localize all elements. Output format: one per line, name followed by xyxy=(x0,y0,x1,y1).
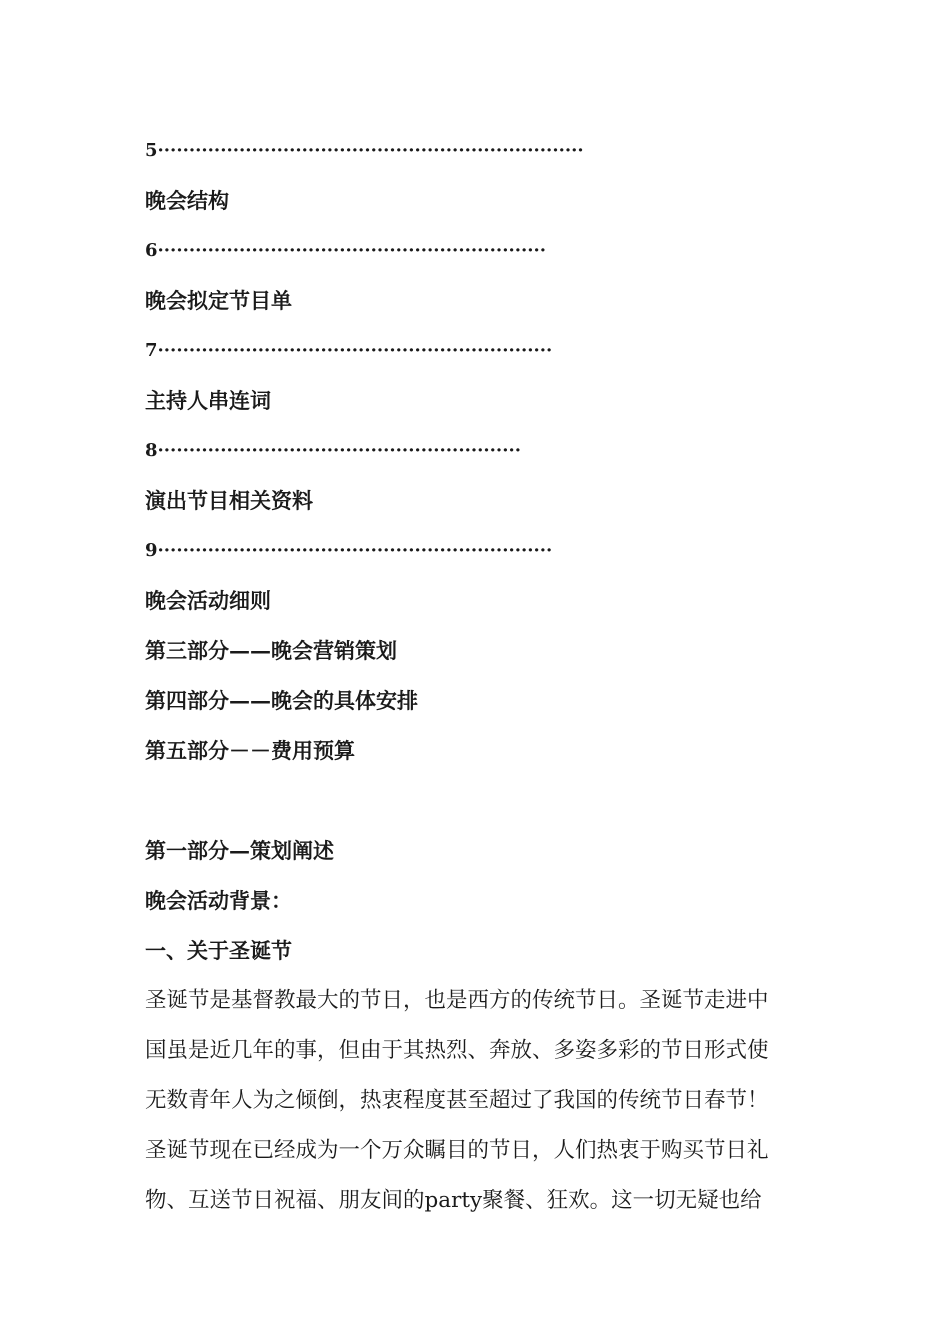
toc-entry: 第四部分——晚会的具体安排 xyxy=(145,688,418,713)
toc-entry: 晚会活动细则 xyxy=(145,588,271,613)
section-heading: 第一部分—策划阐述 xyxy=(145,838,334,863)
item-heading: 一、关于圣诞节 xyxy=(145,938,292,963)
toc-page-number: 9······························································· xyxy=(145,540,553,561)
paragraph-line: 物、互送节日祝福、朋友间的party聚餐、狂欢。这一切无疑也给 xyxy=(145,1188,762,1213)
section-subheading: 晚会活动背景： xyxy=(145,888,292,913)
toc-page-number: 8·························································· xyxy=(145,440,521,461)
paragraph-line: 无数青年人为之倾倒，热衷程度甚至超过了我国的传统节日春节！ xyxy=(145,1088,769,1113)
blank-line xyxy=(145,783,810,833)
toc-entry: 第三部分——晚会营销策划 xyxy=(145,638,397,663)
toc-entry: 晚会结构 xyxy=(145,188,229,213)
toc-entry: 主持人串连词 xyxy=(145,388,271,413)
body-paragraph xyxy=(145,983,810,1233)
toc-entry: 晚会拟定节目单 xyxy=(145,288,292,313)
toc-page-number: 6······························································ xyxy=(145,240,547,261)
toc-page-number: 5···································································· xyxy=(145,140,584,161)
paragraph-line: 圣诞节现在已经成为一个万众瞩目的节日，人们热衷于购买节日礼 xyxy=(145,1138,769,1163)
document-page xyxy=(145,133,810,1233)
toc-page-number: 7······························································· xyxy=(145,340,553,361)
paragraph-line: 国虽是近几年的事，但由于其热烈、奔放、多姿多彩的节日形式使 xyxy=(145,1038,769,1063)
toc-entry: 演出节目相关资料 xyxy=(145,488,313,513)
paragraph-line: 圣诞节是基督教最大的节日，也是西方的传统节日。圣诞节走进中 xyxy=(145,988,769,1013)
toc-entry: 第五部分－－费用预算 xyxy=(145,738,355,763)
